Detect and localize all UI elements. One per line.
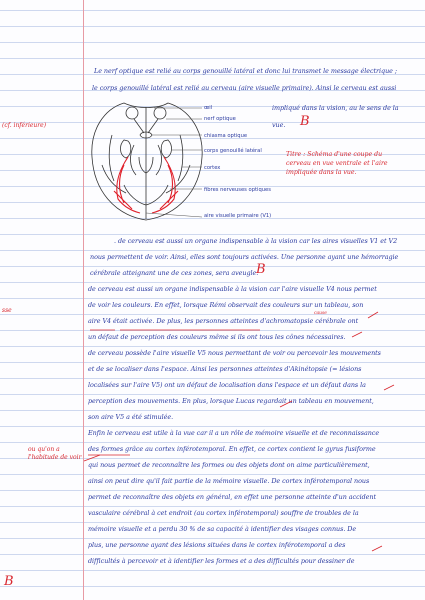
label-chiasma: chiasma optique xyxy=(204,133,248,139)
text-line: aire V4 était activée. De plus, les personnes atteintes d'achromatopsie cérébrale ont xyxy=(88,317,359,325)
text-line: cérébrale atteignant une de ces zones, sera aveugle. xyxy=(90,269,259,277)
text-line: le corps genouillé latéral est relié au cerveau (aire visuelle primaire). Ainsi le cerveau est aussi xyxy=(92,84,397,92)
text-line: ainsi on peut dire qu'il fait partie de la mémoire visuelle. De cortex inférotemporal nous xyxy=(88,477,370,485)
inline-note: cause xyxy=(314,311,327,316)
grade-mark: B xyxy=(300,114,310,129)
margin-note: ou qu'on a l'habitude de voir xyxy=(28,446,82,461)
text-line: permet de reconnaître des objets en général, en effet une personne atteinte d'un accident xyxy=(88,493,376,501)
text-line: difficultés à percevoir et à identifier les formes et a des difficultés pour dessiner de xyxy=(88,557,355,565)
margin-note: (cf. inférieure) xyxy=(2,122,47,129)
margin-note: sse xyxy=(2,307,12,314)
text-line: de cerveau possède l'aire visuelle V5 nous permettant de voir ou percevoir les mouvements xyxy=(88,349,381,357)
text-line: un défaut de perception des couleurs même si ils ont tous les cônes nécessaires. xyxy=(88,333,346,341)
label-cortex: cortex xyxy=(204,165,221,171)
text-line: localisées sur l'aire V5) ont un défaut de localisation dans l'espace et un défaut dans la xyxy=(88,381,366,389)
text-line: vue. xyxy=(272,121,286,129)
text-line: Enfin le cerveau est utile à la vue car il a un rôle de mémoire visuelle et de reconnaissance xyxy=(88,429,380,437)
title-line: cerveau en vue ventrale et l'aire xyxy=(286,160,388,167)
text-line: vasculaire cérébral à cet endroit (au cortex inférotemporal) souffre de troubles de la xyxy=(88,509,359,517)
text-line: Le nerf optique est relié au corps genouillé latéral et donc lui transmet le message électrique ; xyxy=(94,67,397,75)
text-line: et de se localiser dans l'espace. Ainsi les personnes atteintes d'Akinétopsie (= lésions xyxy=(88,365,362,373)
text-line: nous permettent de voir. Ainsi, elles sont toujours activées. Une personne ayant une hémorragie xyxy=(90,253,399,261)
title-line: Titre : Schéma d'une coupe du xyxy=(286,151,383,158)
text-line: des formes grâce au cortex inférotemporal. En effet, ce cortex contient le gyrus fusiforme xyxy=(88,445,376,453)
text-line: qui nous permet de reconnaître les formes ou des objets dont on aime particulièrement, xyxy=(88,461,370,469)
label-v1: aire visuelle primaire (V1) xyxy=(204,213,272,219)
label-fibers: fibres nerveuses optiques xyxy=(204,187,271,193)
text-line: . de cerveau est aussi un organe indispensable à la vision car les aires visuelles V1 et V2 xyxy=(114,237,398,245)
label-eye: œil xyxy=(204,105,213,111)
text-line: plus, une personne ayant des lésions situées dans le cortex inférotemporal a des xyxy=(88,541,346,549)
text-line: de voir les couleurs. En effet, lorsque Rémi observait des couleurs sur un tableau, son xyxy=(88,301,364,309)
label-optic-nerve: nerf optique xyxy=(204,116,236,122)
grade-mark: B xyxy=(256,262,266,277)
text-line: mémoire visuelle et a perdu 30 % de sa capacité à identifier des visages connus. De xyxy=(88,525,357,533)
label-lgn: corps genouillé latéral xyxy=(204,148,262,154)
text-line: de cerveau est aussi un organe indispensable à la vision car l'aire visuelle V4 nous permet xyxy=(88,285,377,293)
title-line: impliquée dans la vue. xyxy=(286,169,357,176)
text-line: son aire V5 a été stimulée. xyxy=(88,413,174,421)
text-line: perception des mouvements. En plus, lorsque Lucas regardait un tableau en mouvement, xyxy=(88,397,374,405)
grade-mark: B xyxy=(4,574,14,589)
text-line: impliqué dans la vision, au le sens de la xyxy=(272,104,399,112)
